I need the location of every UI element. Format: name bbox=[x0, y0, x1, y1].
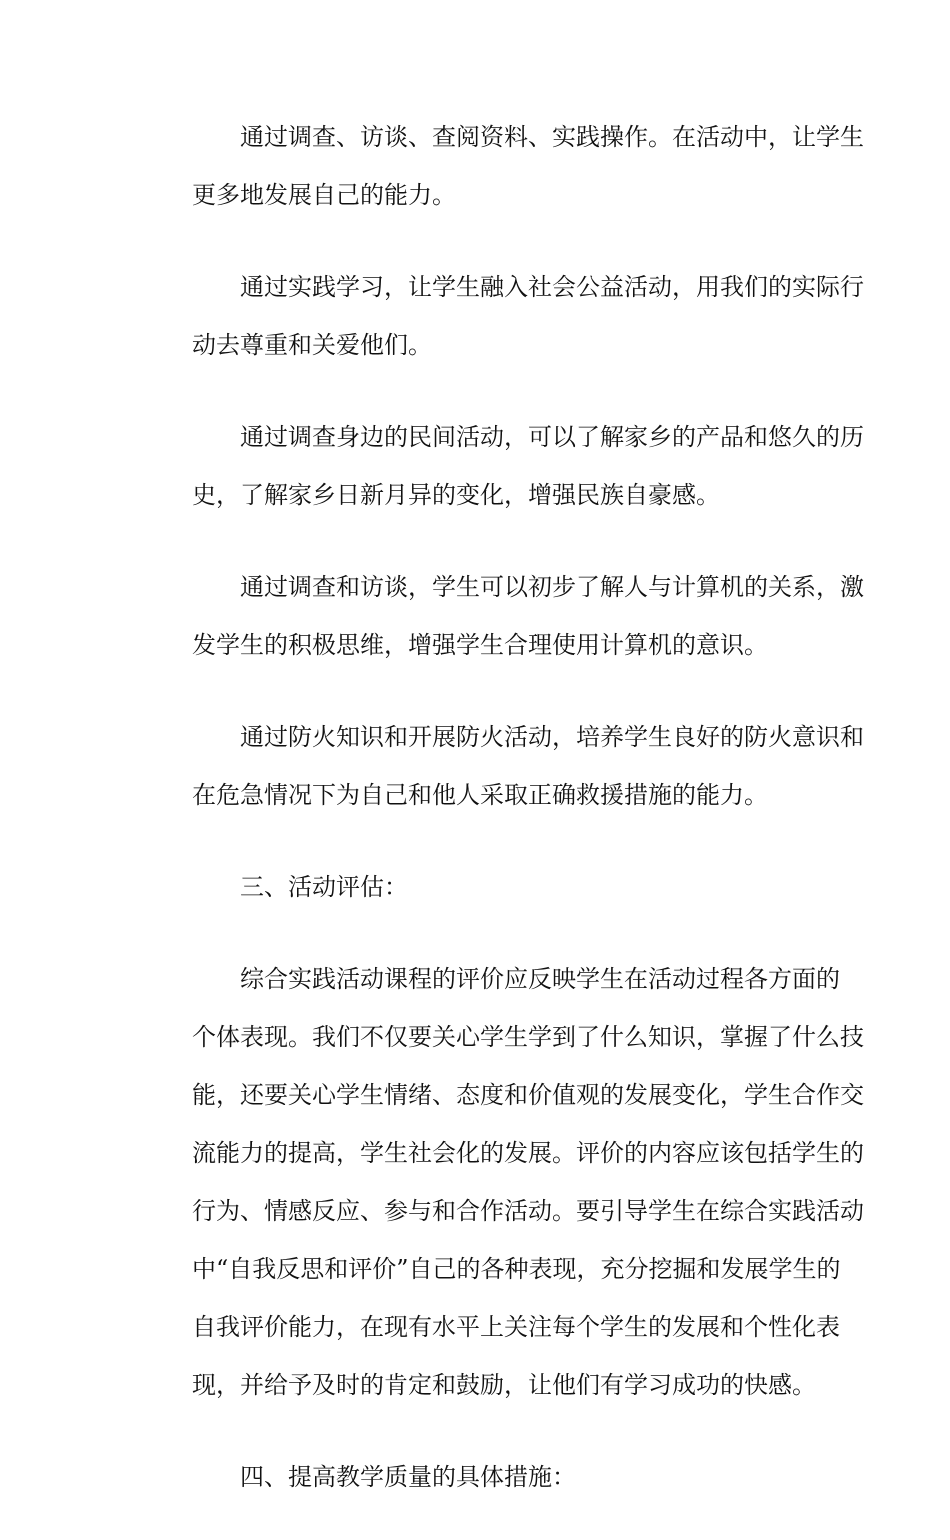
document-page bbox=[144, 108, 864, 1540]
paragraph-5 bbox=[144, 708, 864, 824]
text-line: 中“自我反思和评价”自己的各种表现，充分挖掘和发展学生的 bbox=[192, 1255, 841, 1283]
paragraph-3 bbox=[144, 408, 864, 524]
paragraph-7 bbox=[144, 950, 864, 1414]
text-line: 能，还要关心学生情绪、态度和价值观的发展变化，学生合作交 bbox=[192, 1081, 864, 1109]
text-line: 流能力的提高，学生社会化的发展。评价的内容应该包括学生的 bbox=[192, 1139, 864, 1167]
heading-text: 三、活动评估： bbox=[240, 873, 408, 901]
heading-text: 四、提高教学质量的具体措施： bbox=[240, 1463, 576, 1491]
text-line: 通过实践学习，让学生融入社会公益活动，用我们的实际行 bbox=[240, 273, 864, 301]
text-line: 通过调查和访谈，学生可以初步了解人与计算机的关系，激 bbox=[240, 573, 864, 601]
text-line: 发学生的积极思维，增强学生合理使用计算机的意识。 bbox=[192, 631, 768, 659]
text-line: 在危急情况下为自己和他人采取正确救援措施的能力。 bbox=[192, 781, 768, 809]
text-line: 动去尊重和关爱他们。 bbox=[192, 331, 432, 359]
text-line: 行为、情感反应、参与和合作活动。要引导学生在综合实践活动 bbox=[192, 1197, 864, 1225]
text-line: 个体表现。我们不仅要关心学生学到了什么知识，掌握了什么技 bbox=[192, 1023, 864, 1051]
text-line: 通过防火知识和开展防火活动，培养学生良好的防火意识和 bbox=[240, 723, 864, 751]
section-heading-3 bbox=[144, 858, 808, 916]
paragraph-1 bbox=[144, 108, 864, 224]
text-line: 自我评价能力，在现有水平上关注每个学生的发展和个性化表 bbox=[192, 1313, 840, 1341]
paragraph-2 bbox=[144, 258, 864, 374]
text-line: 更多地发展自己的能力。 bbox=[192, 181, 456, 209]
text-line: 现，并给予及时的肯定和鼓励，让他们有学习成功的快感。 bbox=[192, 1371, 816, 1399]
paragraph-4 bbox=[144, 558, 864, 674]
text-line: 史，了解家乡日新月异的变化，增强民族自豪感。 bbox=[192, 481, 720, 509]
text-line: 通过调查身边的民间活动，可以了解家乡的产品和悠久的历 bbox=[240, 423, 864, 451]
text-line: 通过调查、访谈、查阅资料、实践操作。在活动中，让学生 bbox=[240, 123, 864, 151]
section-heading-4 bbox=[144, 1448, 808, 1506]
text-line: 综合实践活动课程的评价应反映学生在活动过程各方面的 bbox=[240, 965, 840, 993]
